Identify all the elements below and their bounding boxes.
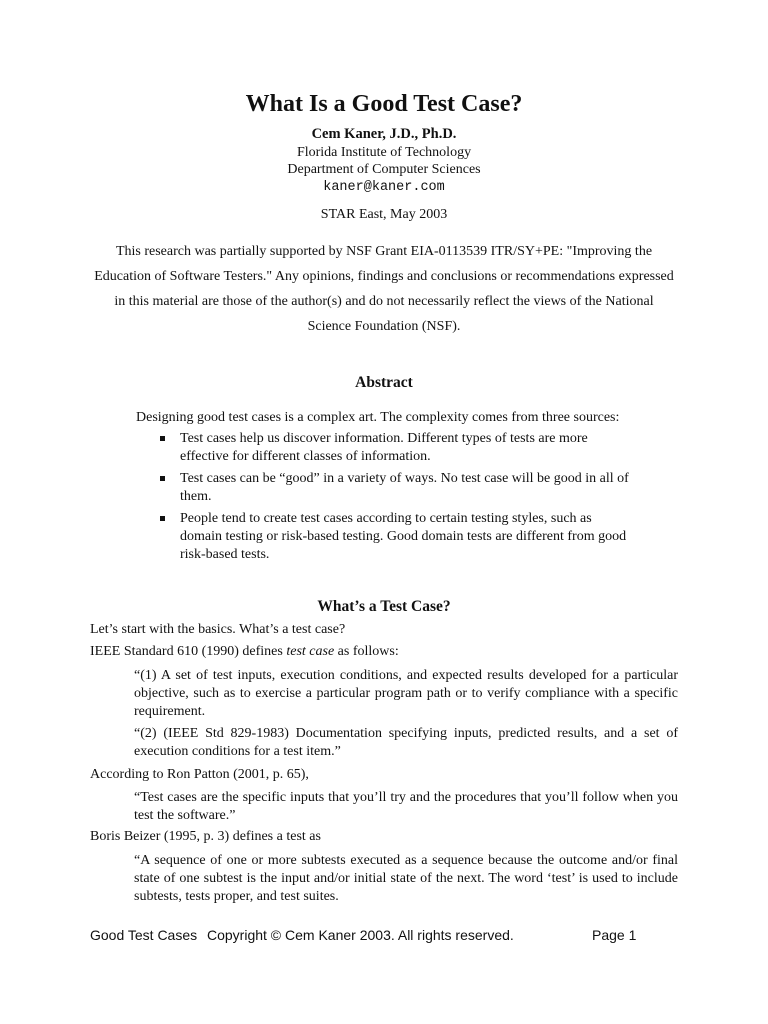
bullet-icon	[160, 516, 165, 521]
bullet-icon	[160, 476, 165, 481]
list-item-text: People tend to create test cases according to certain testing styles, such as domain testing or risk-based testing. Good domain tests are different from good risk-based tests.	[180, 511, 627, 562]
quote-ieee-1: “(1) A set of test inputs, execution conditions, and expected results developed for a particular objective, such as to exercise a particular program path or to verify compliance with a specific requirement.	[134, 668, 678, 719]
quote-beizer: “A sequence of one or more subtests executed as a sequence because the outcome and/or final state of one subtest is the input and/or initial state of the next. The word ‘test’ is used to include subtests, tests proper, and test suites.	[134, 853, 678, 904]
list-item	[180, 430, 633, 466]
email-text: kaner@kaner.com	[323, 180, 445, 195]
paragraph-ieee	[90, 643, 678, 661]
page-title: What Is a Good Test Case?	[245, 91, 523, 117]
author-email	[0, 178, 768, 196]
list-item-text: Test cases can be “good” in a variety of ways. No test case will be good in all of them.	[180, 471, 629, 504]
paragraph-patton: According to Ron Patton (2001, p. 65),	[90, 767, 309, 782]
abstract-bullet-list	[136, 430, 633, 564]
list-item	[180, 470, 633, 506]
quote-ieee-2: “(2) (IEEE Std 829-1983) Documentation specifying inputs, predicted results, and a set of execution conditions for a test item.”	[134, 726, 678, 759]
page-number: Page 1	[592, 927, 637, 943]
venue-date: STAR East, May 2003	[320, 207, 448, 222]
ieee-text-after: as follows:	[334, 644, 399, 659]
section-heading: What’s a Test Case?	[317, 598, 451, 615]
institution: Florida Institute of Technology	[296, 145, 472, 160]
list-item	[180, 510, 633, 564]
list-item-text: Test cases help us discover information. Different types of tests are more effective for different classes of information.	[180, 431, 588, 464]
paragraph-basics: Let’s start with the basics. What’s a test case?	[90, 622, 346, 637]
quote-patton: “Test cases are the specific inputs that you’ll try and the procedures that you’ll follow when you test the software.”	[134, 790, 678, 823]
funding-note: This research was partially supported by NSF Grant EIA-0113539 ITR/SY+PE: "Improving the Education of Software Testers." Any opinions, findings and conclusions or recommendations expressed in this material are those of the author(s) and do not necessarily reflect the views of the National Science Foundation (NSF).	[94, 244, 674, 334]
author-name: Cem Kaner, J.D., Ph.D.	[311, 126, 457, 142]
department: Department of Computer Sciences	[287, 162, 481, 177]
footer-copyright: Copyright © Cem Kaner 2003. All rights reserved.	[207, 927, 514, 943]
bullet-icon	[160, 436, 165, 441]
abstract-intro: Designing good test cases is a complex art. The complexity comes from three sources:	[136, 410, 620, 425]
paragraph-beizer: Boris Beizer (1995, p. 3) defines a test as	[90, 829, 321, 844]
abstract-heading: Abstract	[355, 374, 413, 391]
abstract-body	[136, 409, 633, 568]
footer-title: Good Test Cases	[90, 927, 198, 943]
ieee-text-before: IEEE Standard 610 (1990) defines	[90, 644, 287, 659]
ieee-term: test case	[286, 644, 335, 659]
